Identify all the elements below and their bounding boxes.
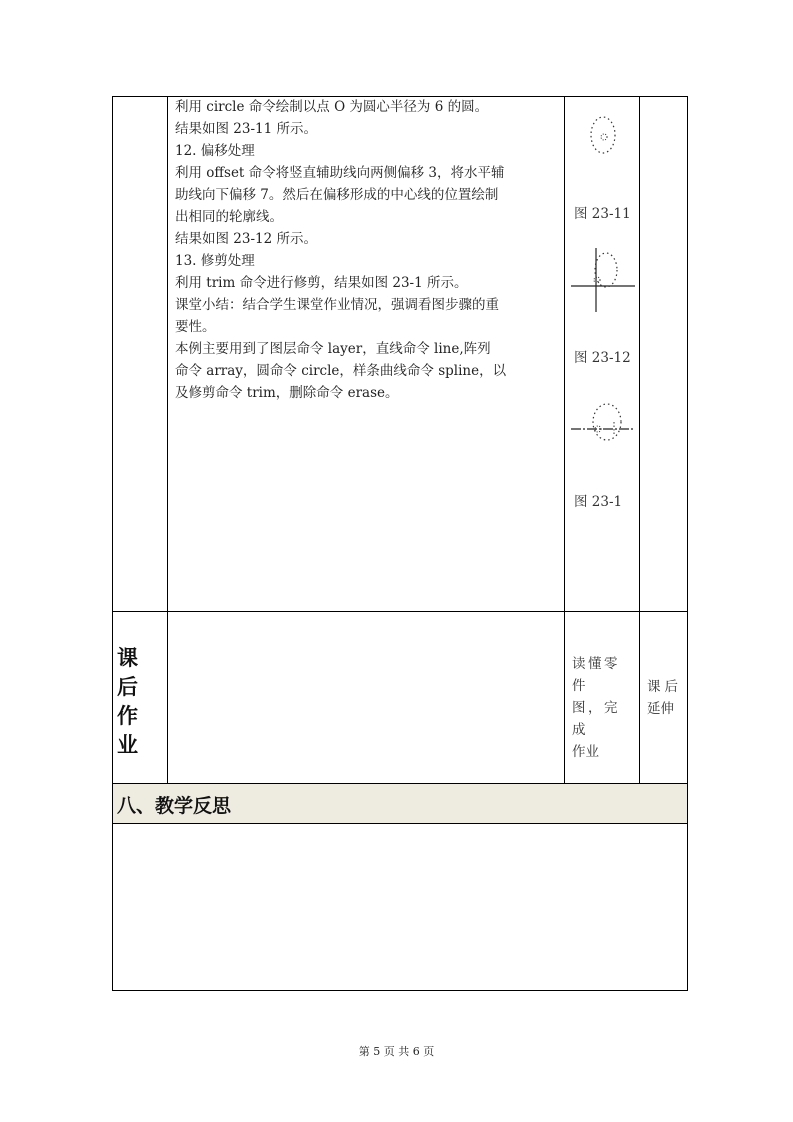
homework-requirement-line: 作业: [572, 744, 599, 760]
table-border-bottom: [112, 990, 688, 991]
page-footer: 第 5 页 共 6 页: [358, 1045, 435, 1058]
homework-title-char: 后: [117, 675, 138, 699]
text-line: 利用 offset 命令将竖直辅助线向两侧偏移 3，将水平辅: [175, 165, 505, 181]
text-line: 助线向下偏移 7。然后在偏移形成的中心线的位置绘制: [175, 187, 499, 203]
homework-title-char: 业: [117, 733, 138, 757]
figure-23-12-label: 图 23-12: [574, 350, 631, 366]
text-line: 要性。: [175, 319, 216, 335]
reflection-heading: 八、教学反思: [117, 795, 232, 817]
row-divider-1: [112, 611, 688, 612]
col-divider-3: [639, 96, 640, 784]
figure-23-12-drawing: [569, 246, 635, 314]
homework-extension-line: 课后: [647, 679, 682, 695]
homework-title-char: 课: [117, 646, 138, 670]
figure-23-1-drawing: [569, 398, 635, 450]
text-line: 利用 circle 命令绘制以点 O 为圆心半径为 6 的圆。: [175, 99, 489, 115]
table-border-right: [687, 96, 688, 991]
reflection-body: [113, 824, 687, 990]
text-line: 本例主要用到了图层命令 layer，直线命令 line,阵列: [175, 341, 491, 357]
homework-requirement-line: 读懂零件: [572, 656, 620, 694]
figures-column: [565, 96, 639, 611]
figure-23-11-label: 图 23-11: [574, 206, 631, 222]
homework-requirement: [572, 653, 634, 763]
procedure-text: [175, 96, 561, 404]
col-divider-1: [167, 96, 168, 784]
text-line: 命令 array，圆命令 circle，样条曲线命令 spline，以: [175, 363, 507, 379]
text-line: 出相同的轮廓线。: [175, 209, 283, 225]
text-line: 及修剪命令 trim，删除命令 erase。: [175, 385, 399, 401]
figure-23-11-drawing: [583, 110, 623, 160]
reflection-heading-row: [113, 784, 687, 823]
homework-title: [117, 644, 163, 760]
text-line: 13. 修剪处理: [175, 253, 255, 269]
homework-extension: [647, 676, 687, 720]
text-line: 课堂小结：结合学生课堂作业情况，强调看图步骤的重: [175, 297, 499, 313]
homework-title-char: 作: [117, 704, 138, 728]
lesson-table: [112, 96, 688, 991]
text-line: 利用 trim 命令进行修剪，结果如图 23-1 所示。: [175, 275, 468, 291]
homework-requirement-line: 图，完成: [572, 700, 620, 738]
figure-23-1-label: 图 23-1: [574, 494, 623, 510]
text-line: 结果如图 23-12 所示。: [175, 231, 318, 247]
text-line: 结果如图 23-11 所示。: [175, 121, 318, 137]
text-line: 12. 偏移处理: [175, 143, 255, 159]
homework-extension-line: 延伸: [647, 701, 674, 717]
